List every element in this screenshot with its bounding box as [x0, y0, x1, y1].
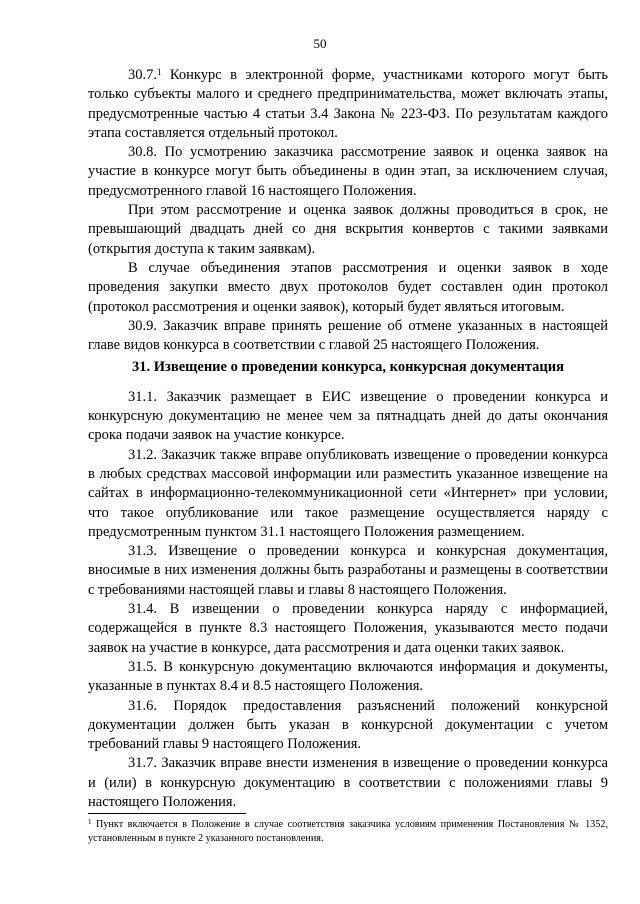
paragraph-31-1: 31.1. Заказчик размещает в ЕИС извещение о проведении конкурса и конкурсную документацию не менее чем за пятнадцать дней до даты окончания срока подачи заявок на участие конкурсе. [88, 388, 608, 444]
footnote-reference: 1 [157, 67, 162, 77]
paragraph-30-7 [88, 66, 608, 143]
document-body [88, 66, 608, 812]
footnote-divider [88, 813, 246, 814]
paragraph-31-7: 31.7. Заказчик вправе внести изменения в извещение о проведении конкурса и (или) в конкурсную документацию в соответствии с положениями главы 9 настоящего Положения. [88, 755, 608, 810]
paragraph-30-8-term: При этом рассмотрение и оценка заявок должны проводиться в срок, не превышающий двадцать дней со дня вскрытия конвертов с такими заявками (открытия доступа к таким заявкам). [88, 202, 608, 257]
footnote-mark: 1 [88, 818, 92, 826]
footnote [88, 818, 608, 845]
page-number: 50 [313, 36, 327, 51]
paragraph-30-9: 30.9. Заказчик вправе принять решение об отмене указанных в настоящей главе видов конкурса в соответствии с главой 25 настоящего Положения. [88, 317, 608, 354]
paragraph-31-5: 31.5. В конкурсную документацию включаются информация и документы, указанные в пунктах 8.4 и 8.5 настоящего Положения. [88, 658, 608, 695]
paragraph-31-3: 31.3. Извещение о проведении конкурса и конкурсная документация, вносимые в них изменения должны быть разработаны и размещены в соответствии с требованиями настоящей главы и главы 8 настоящего Положения. [88, 543, 608, 598]
paragraph-30-8: 30.8. По усмотрению заказчика рассмотрение заявок и оценка заявок на участие в конкурсе могут быть объединены в один этап, за исключением случая, предусмотренного главой 16 настоящего Положения. [88, 144, 608, 199]
paragraph-31-4: 31.4. В извещении о проведении конкурса наряду с информацией, содержащейся в пункте 8.3 настоящего Положения, указываются место подачи заявок на участие в конкурсе, дата рассмотрения и дата оценки таких заявок. [88, 601, 608, 656]
clause-number: 30.7. [128, 67, 157, 83]
section-heading: 31. Извещение о проведении конкурса, конкурсная документация [132, 359, 564, 376]
paragraph-30-8-merge: В случае объединения этапов рассмотрения и оценки заявок в ходе проведения закупки вместо двух протоколов будет составлен один протокол (протокол рассмотрения и оценки заявок), который будет являться итоговым. [88, 259, 608, 315]
paragraph-31-2: 31.2. Заказчик также вправе опубликовать извещение о проведении конкурса в любых средствах массовой информации или разместить указанное извещение на сайтах в информационно-телекоммуникационной сети «Интернет» при условии, что такое опубликование или такое размещение осуществляется наряду с предусмотренным пунктом 31.1 настоящего Положения размещением. [88, 446, 608, 540]
paragraph-text: Конкурс в электронной форме, участниками которого могут быть только субъекты малого и среднего предпринимательства, может включать этапы, предусмотренные частью 4 статьи 3.4 Закона № 223-ФЗ. По результатам каждого этапа составляется отдельный протокол. [88, 67, 608, 141]
footnote-text: Пункт включается в Положение в случае соответствия заказчика условиям применения Постановления № 1352, установленным в пункте 2 указанного постановления. [88, 819, 608, 844]
paragraph-31-6: 31.6. Порядок предоставления разъяснений положений конкурсной документации должен быть указан в конкурсной документации с учетом требований главы 9 настоящего Положения. [88, 697, 608, 753]
